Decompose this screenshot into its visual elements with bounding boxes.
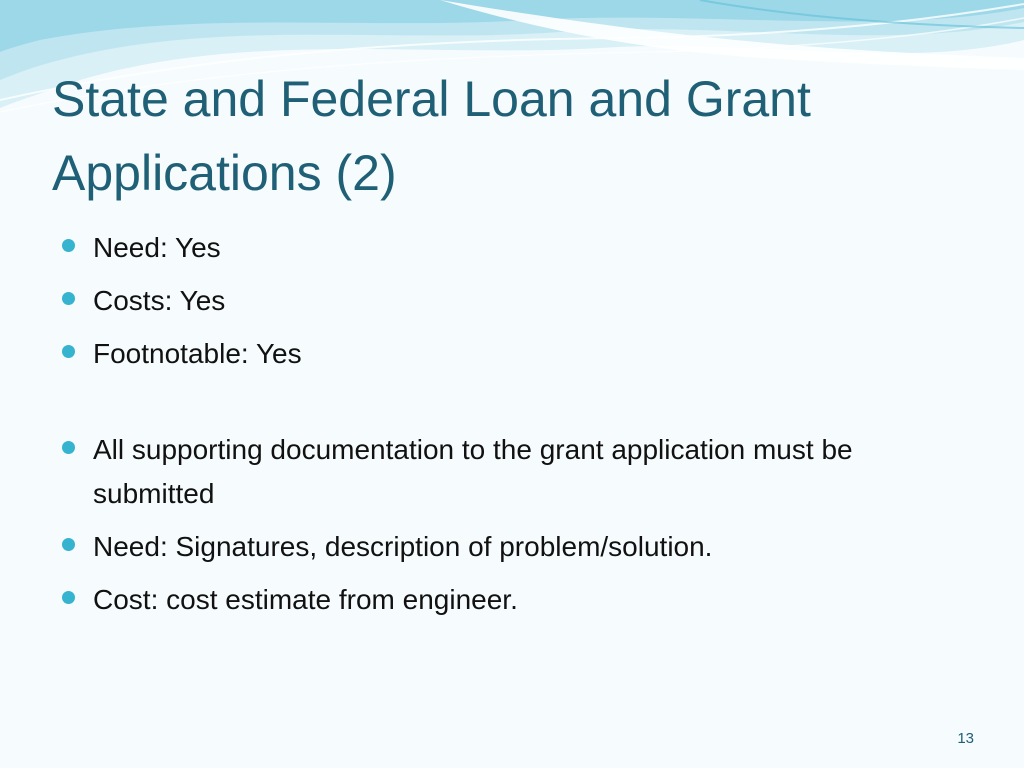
bullet-dot-icon [62,538,75,551]
bullet-text: Cost: cost estimate from engineer. [93,584,518,615]
bullet-list [60,226,940,631]
bullet-item [60,578,940,622]
bullet-text: Need: Yes [93,232,221,263]
bullet-dot-icon [62,441,75,454]
slide-title-line-2: Applications (2) [52,145,397,201]
bullet-dot-icon [62,239,75,252]
page-number: 13 [957,730,974,747]
bullet-text: Costs: Yes [93,285,226,316]
bullet-item [60,226,940,270]
bullet-item [60,279,940,323]
bullet-item [60,525,940,569]
bullet-text: Need: Signatures, description of problem/solution. [93,531,713,562]
bullet-item [60,428,940,516]
slide-title-line-1: State and Federal Loan and Grant [52,71,811,127]
bullet-text: Footnotable: Yes [93,338,302,369]
bullet-dot-icon [62,292,75,305]
bullet-item [60,332,940,376]
bullet-text: All supporting documentation to the grant application must be submitted [93,434,853,509]
bullet-dot-icon [62,345,75,358]
bullet-dot-icon [62,591,75,604]
slide-title [52,62,992,210]
